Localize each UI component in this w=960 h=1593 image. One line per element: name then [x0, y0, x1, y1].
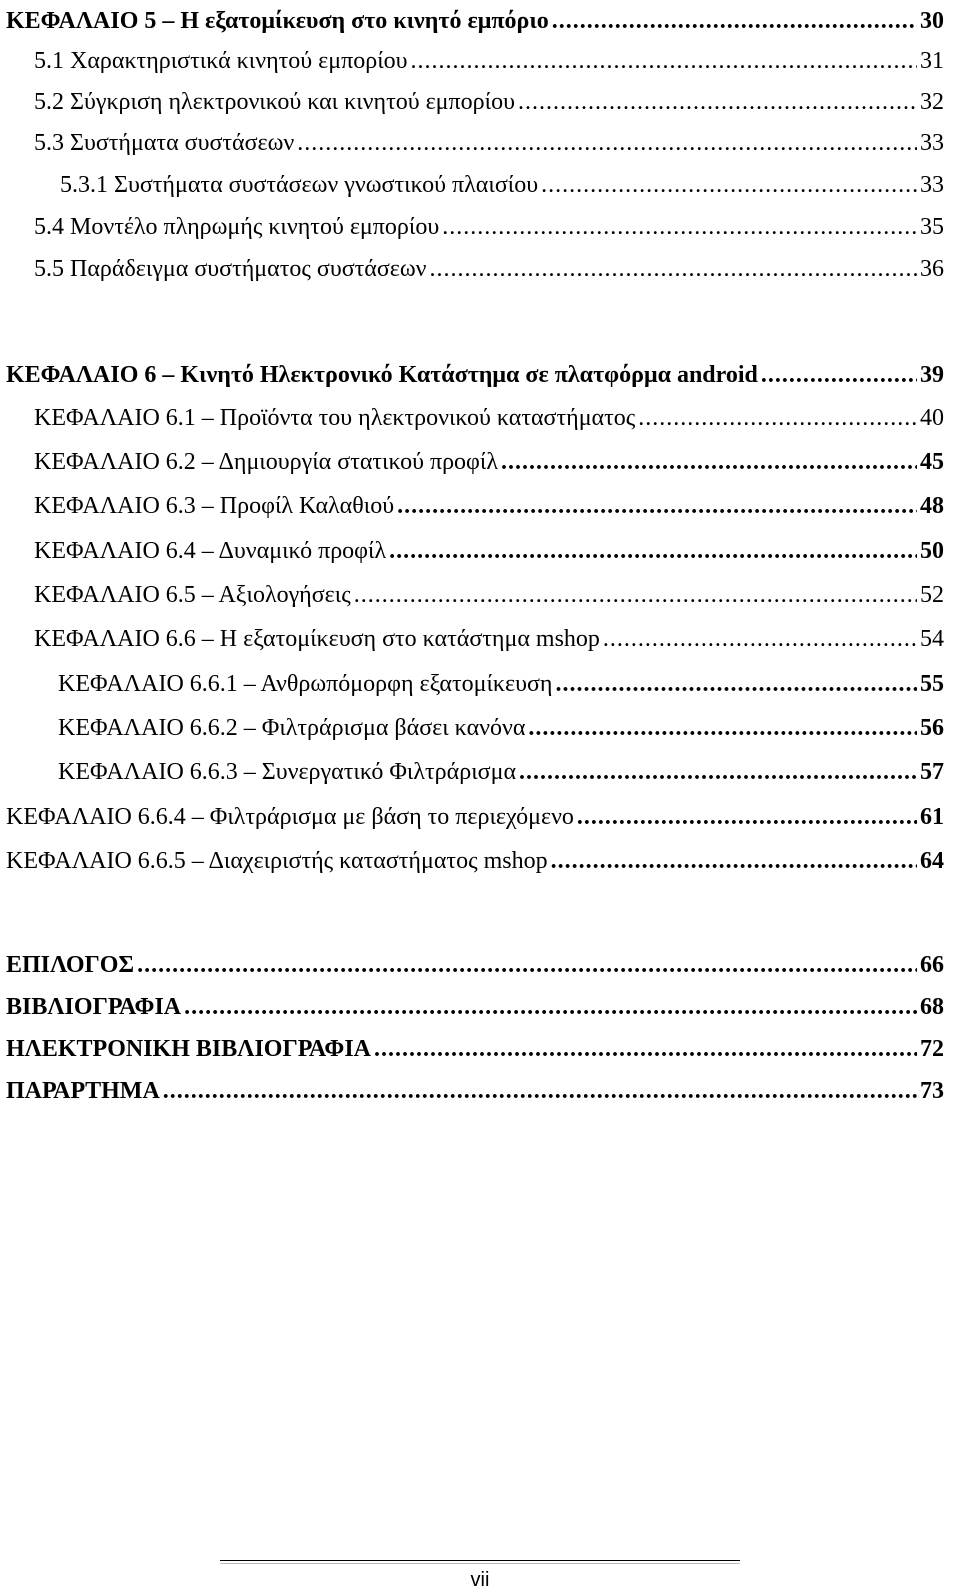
toc-entry-title: ΚΕΦΑΛΑΙΟ 6.2 – Δημιουργία στατικού προφίλ	[34, 449, 499, 475]
toc-entry-title: 5.3 Συστήματα συστάσεων	[34, 130, 295, 156]
toc-entry-epilogue	[6, 944, 944, 980]
toc-leader-dots	[577, 802, 917, 832]
toc-entry-page: 57	[920, 759, 944, 785]
toc-entry-title: ΚΕΦΑΛΑΙΟ 6.4 – Δυναμικό προφίλ	[34, 538, 387, 564]
toc-entry-6-6	[34, 618, 944, 654]
toc-entry-6-4	[34, 530, 944, 566]
toc-entry-title: ΚΕΦΑΛΑΙΟ 6.6.5 – Διαχειριστής καταστήματος mshop	[6, 848, 548, 874]
toc-leader-dots	[541, 170, 917, 200]
toc-leader-dots	[603, 624, 917, 654]
toc-entry-title: ΚΕΦΑΛΑΙΟ 6.3 – Προφίλ Καλαθιού	[34, 493, 395, 519]
toc-entry-title: ΚΕΦΑΛΑΙΟ 6.6 – Η εξατομίκευση στο κατάστημα mshop	[34, 626, 600, 652]
toc-leader-dots	[519, 757, 917, 787]
toc-entry-5-3	[34, 122, 944, 158]
toc-leader-dots	[761, 360, 917, 390]
toc-entry-title: ΕΠΙΛΟΓΟΣ	[6, 952, 135, 978]
toc-entry-page: 39	[920, 362, 944, 388]
toc-entry-title: ΗΛΕΚΤΡΟΝΙΚΗ ΒΙΒΛΙΟΓΡΑΦΙΑ	[6, 1036, 372, 1062]
toc-entry-5-3-1	[60, 164, 944, 200]
toc-entry-6-5	[34, 574, 944, 610]
toc-entry-5-4	[34, 206, 944, 242]
toc-entry-page: 55	[920, 671, 944, 697]
toc-entry-page: 64	[920, 848, 944, 874]
toc-leader-dots	[638, 403, 917, 433]
toc-entry-page: 31	[920, 48, 944, 74]
toc-entry-chapter-5	[6, 0, 944, 36]
toc-entry-page: 32	[920, 89, 944, 115]
toc-leader-dots	[501, 447, 917, 477]
toc-leader-dots	[442, 212, 917, 242]
toc-leader-dots	[389, 536, 917, 566]
toc-entry-5-1	[34, 40, 944, 76]
toc-entry-page: 36	[920, 256, 944, 282]
toc-entry-chapter-6	[6, 354, 944, 390]
footer-divider-shadow	[220, 1563, 740, 1564]
toc-entry-page: 73	[920, 1078, 944, 1104]
toc-entry-page: 68	[920, 994, 944, 1020]
toc-entry-appendix	[6, 1070, 944, 1106]
toc-entry-page: 45	[920, 449, 944, 475]
toc-entry-page: 40	[920, 405, 944, 431]
toc-leader-dots	[528, 713, 917, 743]
toc-entry-page: 33	[920, 130, 944, 156]
toc-entry-title: ΚΕΦΑΛΑΙΟ 5 – Η εξατομίκευση στο κινητό εμπόριο	[6, 8, 549, 34]
toc-entry-title: 5.2 Σύγκριση ηλεκτρονικού και κινητού εμπορίου	[34, 89, 515, 115]
toc-entry-title: ΚΕΦΑΛΑΙΟ 6.5 – Αξιολογήσεις	[34, 582, 351, 608]
toc-leader-dots	[374, 1034, 917, 1064]
toc-entry-6-6-1	[58, 663, 944, 699]
toc-entry-6-2	[34, 441, 944, 477]
toc-entry-page: 35	[920, 214, 944, 240]
toc-entry-title: 5.1 Χαρακτηριστικά κινητού εμπορίου	[34, 48, 408, 74]
toc-entry-title: 5.5 Παράδειγμα συστήματος συστάσεων	[34, 256, 427, 282]
toc-leader-dots	[297, 128, 917, 158]
toc-entry-page: 52	[920, 582, 944, 608]
toc-entry-page: 56	[920, 715, 944, 741]
toc-leader-dots	[551, 846, 917, 876]
toc-entry-title: ΚΕΦΑΛΑΙΟ 6 – Κινητό Ηλεκτρονικό Κατάστημα σε πλατφόρμα android	[6, 362, 758, 388]
toc-entry-6-6-3	[58, 751, 944, 787]
toc-leader-dots	[163, 1076, 917, 1106]
toc-leader-dots	[397, 491, 917, 521]
toc-entry-5-2	[34, 81, 944, 117]
toc-entry-6-3	[34, 485, 944, 521]
toc-entry-title: ΠΑΡΑΡΤΗΜΑ	[6, 1078, 160, 1104]
toc-entry-title: ΚΕΦΑΛΑΙΟ 6.6.3 – Συνεργατικό Φιλτράρισμα	[58, 759, 517, 785]
toc-entry-6-6-2	[58, 707, 944, 743]
toc-entry-page: 54	[920, 626, 944, 652]
toc-entry-title: 5.4 Μοντέλο πληρωμής κινητού εμπορίου	[34, 214, 440, 240]
toc-leader-dots	[518, 87, 917, 117]
toc-leader-dots	[411, 46, 917, 76]
toc-leader-dots	[137, 950, 917, 980]
toc-leader-dots	[430, 254, 917, 284]
toc-entry-title: ΚΕΦΑΛΑΙΟ 6.6.2 – Φιλτράρισμα βάσει κανόνα	[58, 715, 526, 741]
toc-entry-page: 50	[920, 538, 944, 564]
toc-leader-dots	[354, 580, 917, 610]
toc-leader-dots	[552, 6, 917, 36]
toc-entry-bibliography	[6, 986, 944, 1022]
footer-divider	[220, 1560, 740, 1561]
toc-entry-page: 61	[920, 804, 944, 830]
page-number: vii	[470, 1569, 490, 1591]
toc-leader-dots	[184, 992, 917, 1022]
toc-entry-title: 5.3.1 Συστήματα συστάσεων γνωστικού πλαισίου	[60, 172, 539, 198]
toc-entry-5-5	[34, 248, 944, 284]
toc-entry-title: ΒΙΒΛΙΟΓΡΑΦΙΑ	[6, 994, 182, 1020]
toc-entry-6-6-4	[6, 796, 944, 832]
toc-entry-title: ΚΕΦΑΛΑΙΟ 6.6.1 – Ανθρωπόμορφη εξατομίκευση	[58, 671, 553, 697]
toc-entry-page: 48	[920, 493, 944, 519]
toc-entry-page: 66	[920, 952, 944, 978]
toc-entry-title: ΚΕΦΑΛΑΙΟ 6.6.4 – Φιλτράρισμα με βάση το περιεχόμενο	[6, 804, 574, 830]
toc-entry-title: ΚΕΦΑΛΑΙΟ 6.1 – Προϊόντα του ηλεκτρονικού καταστήματος	[34, 405, 636, 431]
toc-leader-dots	[555, 669, 917, 699]
toc-entry-page: 30	[920, 8, 944, 34]
toc-entry-electronic-bibliography	[6, 1028, 944, 1064]
toc-entry-6-1	[34, 397, 944, 433]
toc-entry-6-6-5	[6, 840, 944, 876]
toc-entry-page: 33	[920, 172, 944, 198]
toc-entry-page: 72	[920, 1036, 944, 1062]
